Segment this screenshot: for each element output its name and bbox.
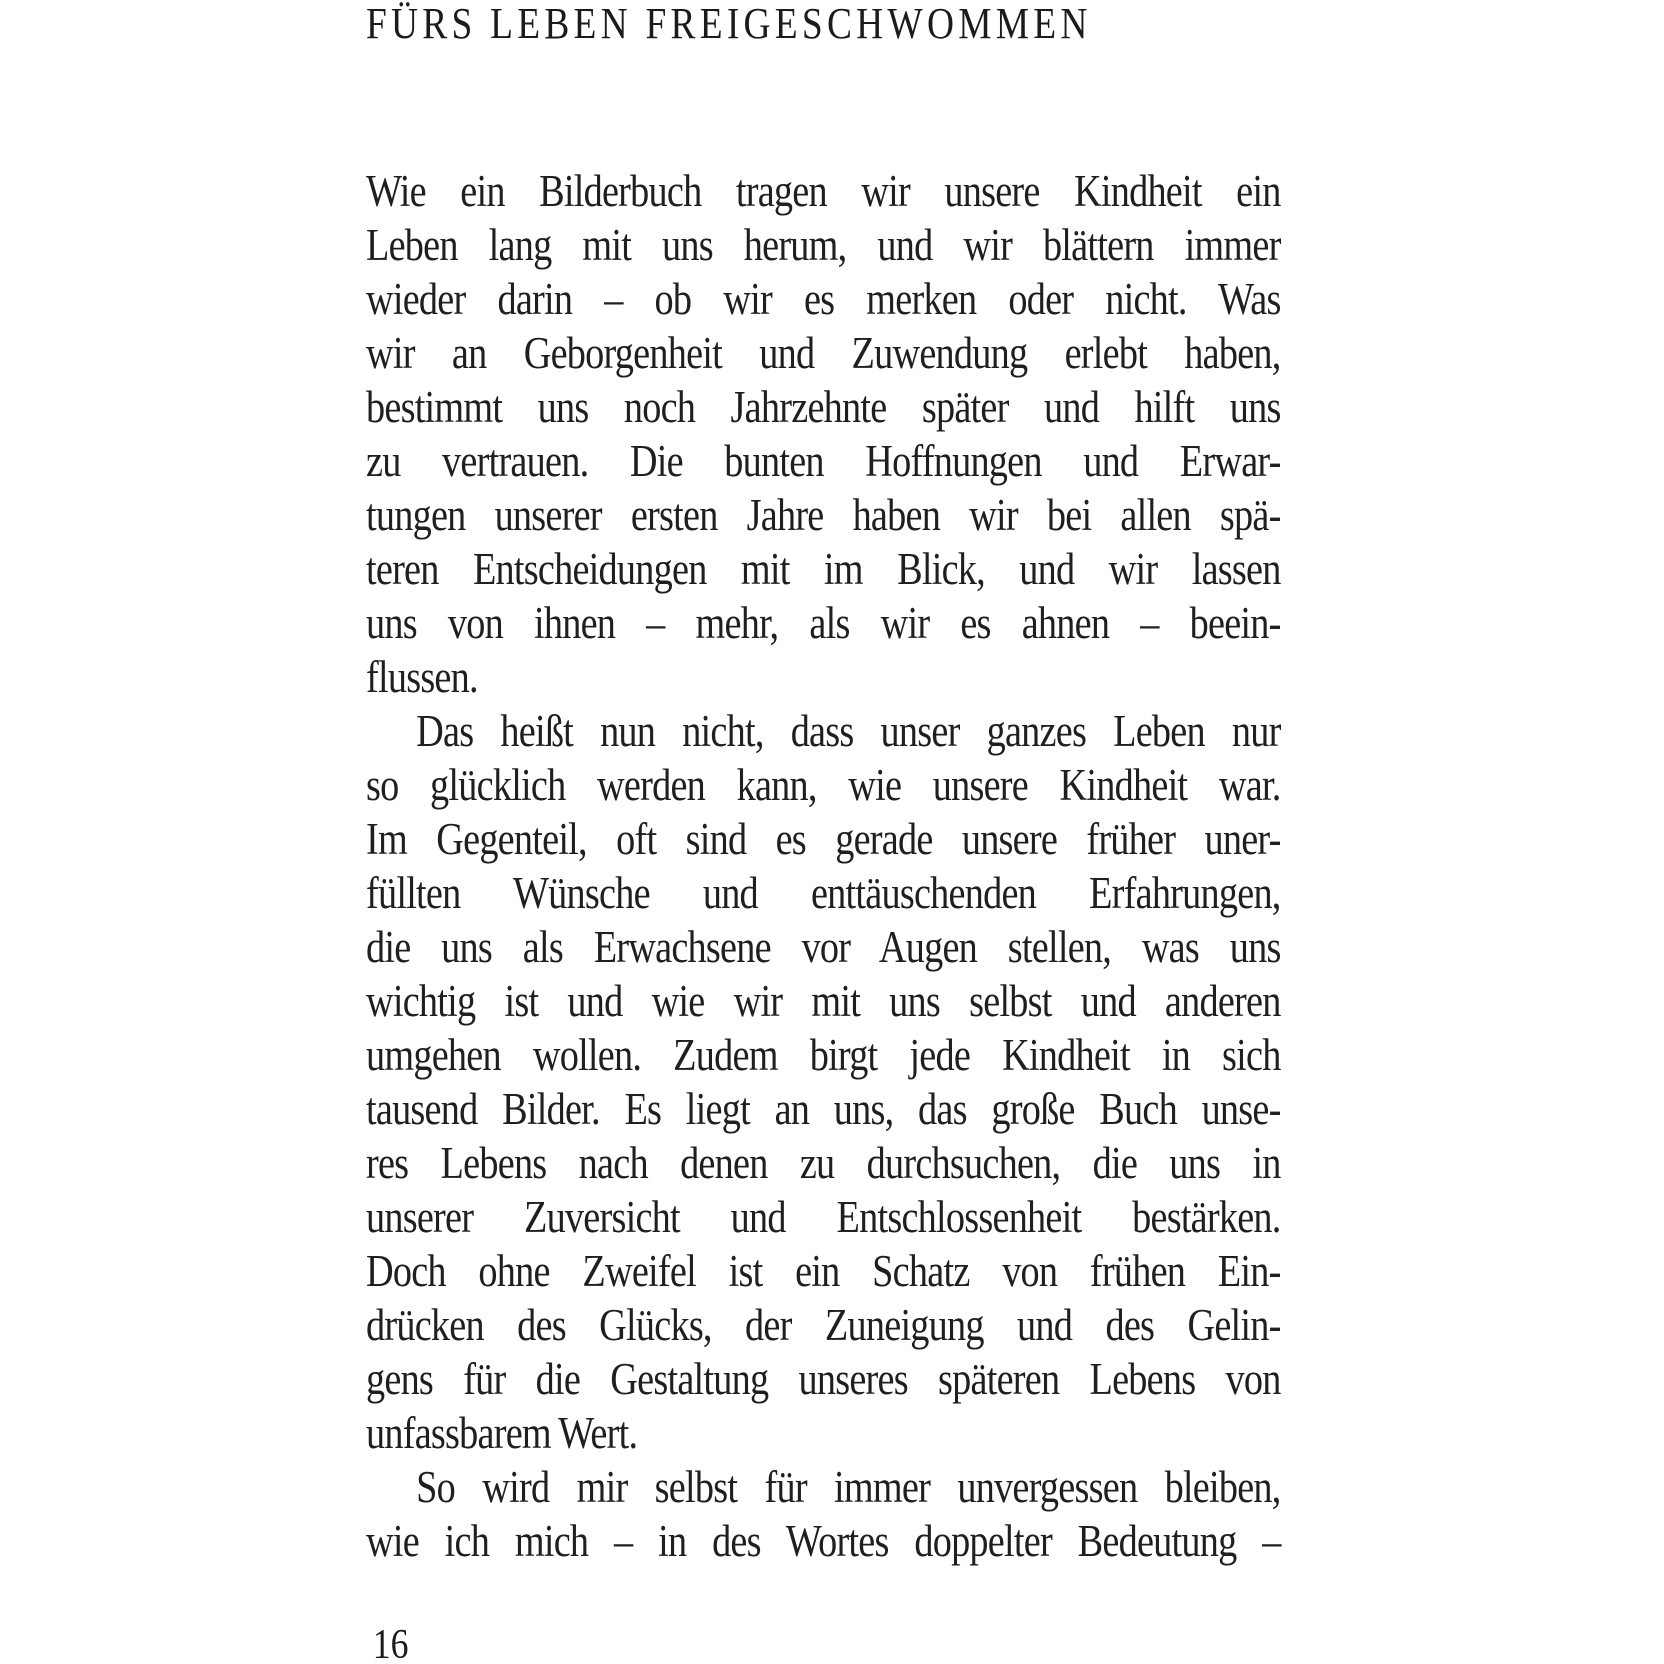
text-line: Wie ein Bilderbuch tragen wir unsere Kindheit ein bbox=[366, 166, 1281, 216]
text-line: so glücklich werden kann, wie unsere Kindheit war. bbox=[366, 760, 1281, 810]
text-line: zu vertrauen. Die bunten Hoffnungen und Erwar- bbox=[366, 436, 1281, 486]
text-line: drücken des Glücks, der Zuneigung und des Gelin- bbox=[366, 1300, 1281, 1350]
text-line: Im Gegenteil, oft sind es gerade unsere früher uner- bbox=[366, 814, 1281, 864]
text-line: tausend Bilder. Es liegt an uns, das große Buch unse- bbox=[366, 1084, 1281, 1134]
text-line: res Lebens nach denen zu durchsuchen, die uns in bbox=[366, 1138, 1281, 1188]
text-line: flussen. bbox=[366, 652, 478, 702]
text-line: wie ich mich – in des Wortes doppelter Bedeutung – bbox=[366, 1516, 1281, 1566]
text-line: Leben lang mit uns herum, und wir blättern immer bbox=[366, 220, 1281, 270]
text-line: gens für die Gestaltung unseres späteren Lebens von bbox=[366, 1354, 1281, 1404]
text-line: tungen unserer ersten Jahre haben wir bei allen spä- bbox=[366, 490, 1281, 540]
chapter-header: FÜRS LEBEN FREIGESCHWOMMEN bbox=[366, 0, 1092, 48]
text-line: bestimmt uns noch Jahrzehnte später und hilft uns bbox=[366, 382, 1281, 432]
text-line: wieder darin – ob wir es merken oder nicht. Was bbox=[366, 274, 1281, 324]
text-line: umgehen wollen. Zudem birgt jede Kindheit in sich bbox=[366, 1030, 1281, 1080]
text-line: So wird mir selbst für immer unvergessen bleiben, bbox=[416, 1462, 1281, 1512]
text-line: wir an Geborgenheit und Zuwendung erlebt haben, bbox=[366, 328, 1281, 378]
text-line: Das heißt nun nicht, dass unser ganzes Leben nur bbox=[416, 706, 1281, 756]
text-line: teren Entscheidungen mit im Blick, und wir lassen bbox=[366, 544, 1281, 594]
text-line: füllten Wünsche und enttäuschenden Erfahrungen, bbox=[366, 868, 1281, 918]
page-number: 16 bbox=[372, 1622, 409, 1664]
text-line: die uns als Erwachsene vor Augen stellen, was uns bbox=[366, 922, 1281, 972]
text-line: Doch ohne Zweifel ist ein Schatz von frühen Ein- bbox=[366, 1246, 1281, 1296]
text-line: unfassbarem Wert. bbox=[366, 1408, 638, 1458]
text-line: wichtig ist und wie wir mit uns selbst und anderen bbox=[366, 976, 1281, 1026]
body-text bbox=[366, 164, 1281, 1568]
text-line: unserer Zuversicht und Entschlossenheit bestärken. bbox=[366, 1192, 1281, 1242]
text-line: uns von ihnen – mehr, als wir es ahnen – beein- bbox=[366, 598, 1281, 648]
